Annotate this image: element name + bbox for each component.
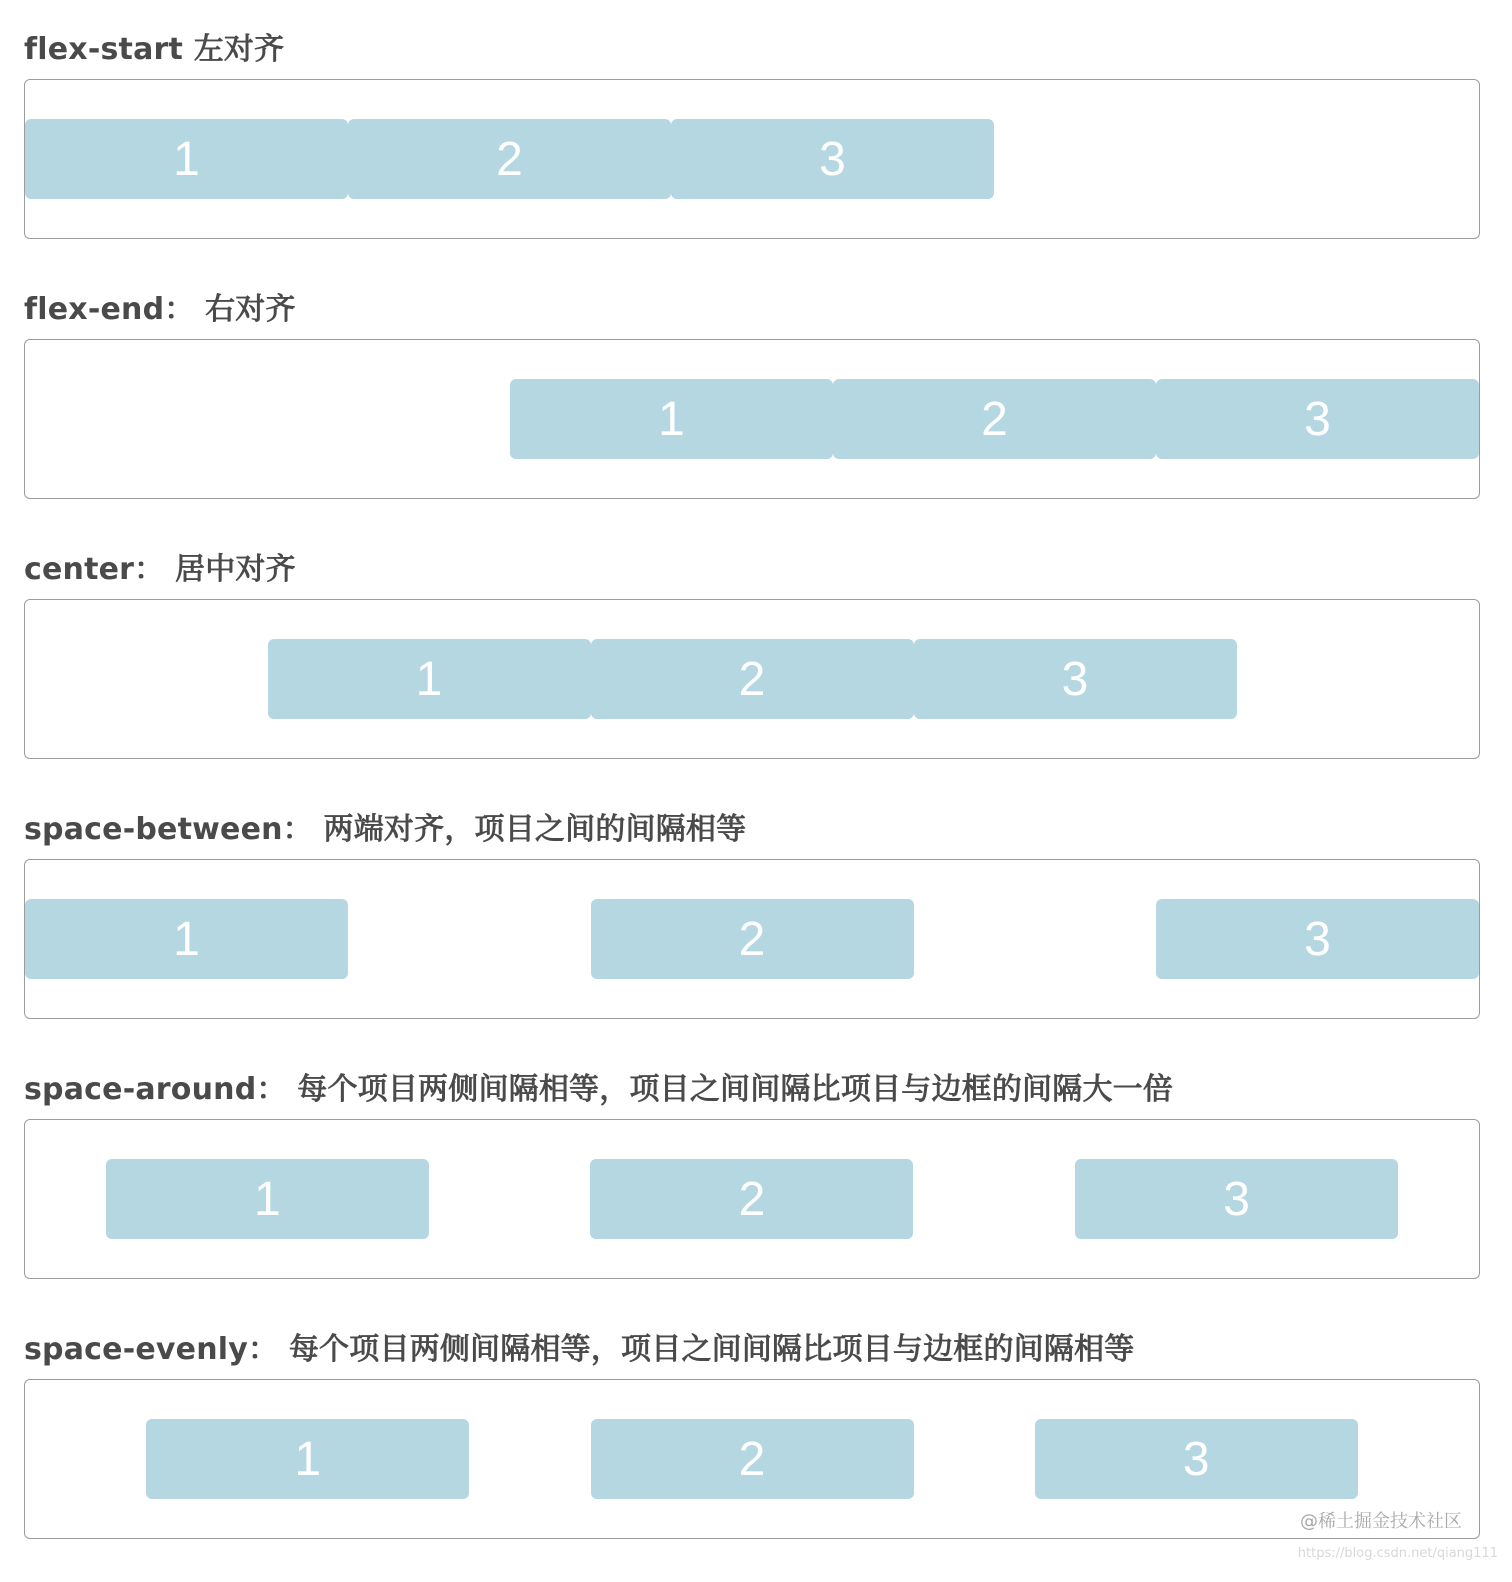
flex-container: [24, 599, 1480, 759]
flex-container: [24, 859, 1480, 1019]
flex-item-1: 1: [510, 379, 833, 459]
flex-item-2: 2: [591, 639, 914, 719]
section-title: space-evenly： 每个项目两侧间隔相等，项目之间间隔比项目与边框的间隔相等: [24, 1332, 1135, 1367]
flex-item-1: 1: [146, 1419, 469, 1499]
flex-item-3: 3: [1035, 1419, 1358, 1499]
flex-container: [24, 79, 1480, 239]
flex-item-2: 2: [591, 899, 914, 979]
flex-item-2: 2: [833, 379, 1156, 459]
flex-item-3: 3: [1156, 899, 1479, 979]
flex-item-2: 2: [591, 1419, 914, 1499]
watermark-text: @稀土掘金技术社区: [1300, 1511, 1462, 1532]
flex-item-1: 1: [268, 639, 591, 719]
flex-item-3: 3: [914, 639, 1237, 719]
flex-item-2: 2: [348, 119, 671, 199]
flex-item-2: 2: [590, 1159, 913, 1239]
flex-item-1: 1: [106, 1159, 429, 1239]
flex-container: [24, 339, 1480, 499]
watermark-url: https://blog.csdn.net/qiang111: [1297, 1546, 1498, 1561]
flex-item-1: 1: [25, 899, 348, 979]
flex-item-1: 1: [25, 119, 348, 199]
flex-item-3: 3: [671, 119, 994, 199]
section-title: space-between： 两端对齐，项目之间的间隔相等: [24, 812, 747, 847]
flex-item-3: 3: [1156, 379, 1479, 459]
section-title: center： 居中对齐: [24, 552, 296, 587]
section-title: space-around： 每个项目两侧间隔相等，项目之间间隔比项目与边框的间隔大一倍: [24, 1072, 1174, 1107]
flex-item-3: 3: [1075, 1159, 1398, 1239]
section-title: flex-start 左对齐: [24, 32, 285, 67]
section-title: flex-end： 右对齐: [24, 292, 296, 327]
flex-container: [24, 1379, 1480, 1539]
flex-container: [24, 1119, 1480, 1279]
